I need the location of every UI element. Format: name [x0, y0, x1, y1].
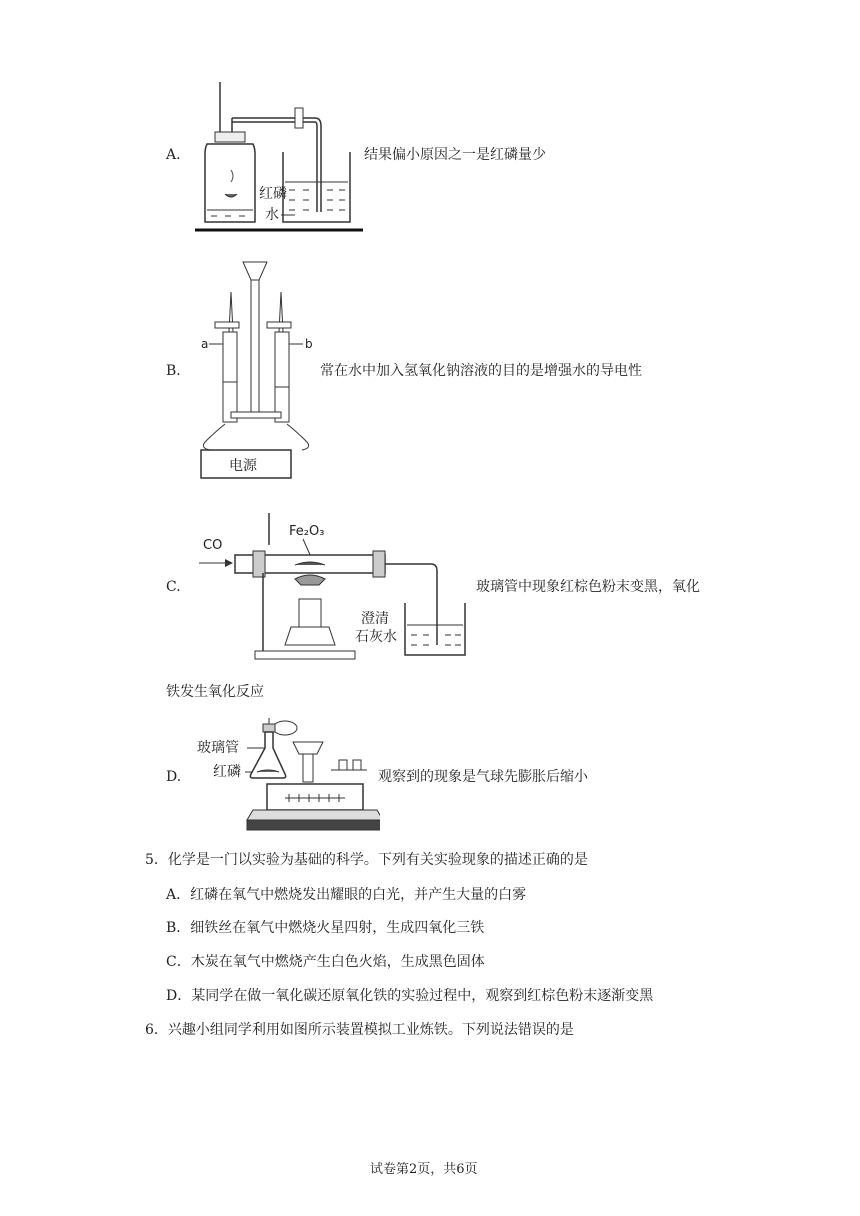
- option-b-text: 常在水中加入氢氧化钠溶液的目的是增强水的导电性: [320, 363, 642, 379]
- q5-choice-a: A．红磷在氧气中燃烧发出耀眼的白光，并产生大量的白雾: [166, 887, 527, 903]
- q5-choice-c: C．木炭在氧气中燃烧产生白色火焰，生成黑色固体: [166, 954, 485, 970]
- label-b: b: [305, 337, 313, 351]
- option-d-letter: D.: [166, 769, 182, 785]
- label-fe2o3: Fe₂O₃: [289, 524, 325, 539]
- q5-choice-d: D．某同学在做一氧化碳还原氧化铁的实验过程中，观察到红棕色粉末逐渐变黑: [166, 988, 654, 1004]
- label-power: 电源: [229, 458, 257, 474]
- option-c-letter: C.: [166, 579, 181, 595]
- label-limewater-1: 澄清: [361, 611, 389, 627]
- option-c-text-cont: 铁发生氧化反应: [166, 684, 264, 700]
- label-water-a: 水: [265, 207, 279, 223]
- page-footer: 试卷第2页，共6页: [370, 1162, 478, 1177]
- figure-d-balance: [195, 714, 380, 834]
- option-d-text: 观察到的现象是气球先膨胀后缩小: [378, 769, 588, 785]
- question-5-stem: 5．化学是一门以实验为基础的科学。下列有关实验现象的描述正确的是: [145, 852, 588, 868]
- option-c-text: 玻璃管中现象红棕色粉末变黑，氧化: [476, 579, 700, 595]
- option-a-text: 结果偏小原因之一是红磷量少: [364, 147, 546, 163]
- label-co: CO: [203, 538, 223, 553]
- label-limewater-2: 石灰水: [355, 629, 397, 645]
- label-a: a: [201, 337, 209, 351]
- figure-b-electrolysis: [195, 252, 325, 482]
- label-glass-tube: 玻璃管: [197, 740, 239, 756]
- option-b-letter: B.: [166, 363, 181, 379]
- label-phosphorus-d: 红磷: [213, 764, 241, 780]
- figure-c-co-reduction: [195, 505, 475, 665]
- label-phosphorus-a: 红磷: [259, 186, 287, 202]
- figure-a-phosphorus-combustion: [195, 82, 365, 238]
- option-a-letter: A.: [166, 147, 181, 163]
- q5-choice-b: B．细铁丝在氧气中燃烧火星四射，生成四氧化三铁: [166, 920, 485, 936]
- question-6-stem: 6．兴趣小组同学利用如图所示装置模拟工业炼铁。下列说法错误的是: [145, 1022, 574, 1038]
